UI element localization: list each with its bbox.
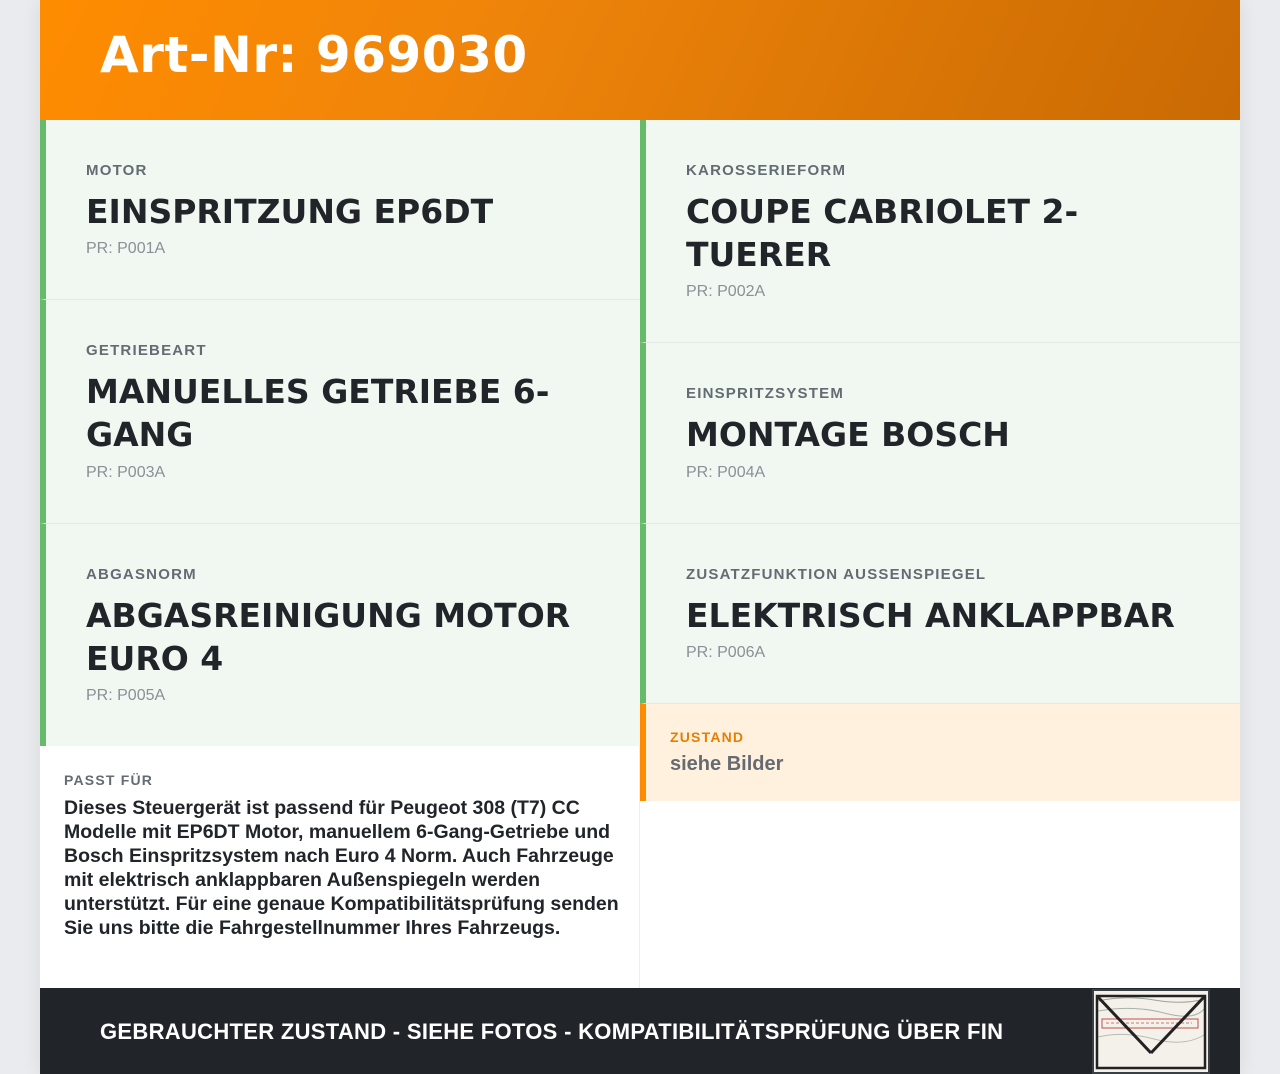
spec-code: PR: P002A [686,283,766,300]
fits-label: PASST FÜR [64,772,154,788]
footer-text: GEBRAUCHTER ZUSTAND - SIEHE FOTOS - KOMPATIBILITÄTSPRÜFUNG ÜBER FIN [100,1019,1004,1044]
spec-label: KAROSSERIEFORM [686,162,847,179]
spec-code: PR: P001A [86,240,166,257]
condition-box [640,704,1240,801]
condition-value: siehe Bilder [670,753,784,775]
spec-label: ABGASNORM [86,566,197,583]
condition-label: ZUSTAND [670,729,745,745]
spec-card-motor [40,120,640,300]
header-banner [40,0,1240,120]
fits-section [40,746,640,988]
spec-code: PR: P004A [686,464,766,481]
spec-card-getriebeart [40,300,640,524]
spec-card-einspritzsystem [640,343,1240,524]
spec-value: EINSPRITZUNG EP6DT [86,192,494,231]
spec-label: EINSPRITZSYSTEM [686,385,845,402]
footer-bar [40,988,1240,1074]
spec-card-abgasnorm [40,524,640,747]
product-sheet [40,0,1240,1074]
article-number-title: Art-Nr: 969030 [100,26,528,84]
spec-value: MONTAGE BOSCH [686,415,1010,454]
spec-label: MOTOR [86,162,148,179]
envelope-document-icon[interactable] [1092,989,1210,1074]
spec-card-aussenspiegel [640,524,1240,704]
spec-card-karosserieform [640,120,1240,343]
spec-label: ZUSATZFUNKTION AUSSENSPIEGEL [686,566,987,583]
spec-value: MANUELLES GETRIEBE 6-GANG [86,372,550,454]
spec-value: ELEKTRISCH ANKLAPPBAR [686,596,1175,635]
spec-code: PR: P006A [686,644,766,661]
spec-value: COUPE CABRIOLET 2-TUERER [686,192,1079,274]
spec-code: PR: P005A [86,687,166,704]
fits-description: Dieses Steuergerät ist passend für Peugeot 308 (T7) CC Modelle mit EP6DT Motor, manuellem 6-Gang-Getriebe und Bosch Einspritzsystem nach Euro 4 Norm. Auch Fahrzeuge mit elektrisch anklappbaren Außenspiegeln werden unterstützt. Für eine genaue Kompatibilitätsprüfung senden Sie uns bitte die Fahrgestellnummer Ihres Fahrzeugs. [64,797,619,939]
envelope-document-icon-graphic [1094,991,1208,1072]
spec-code: PR: P003A [86,464,166,481]
spec-value: ABGASREINIGUNG MOTOR EURO 4 [86,596,571,678]
spec-label: GETRIEBEART [86,342,207,359]
